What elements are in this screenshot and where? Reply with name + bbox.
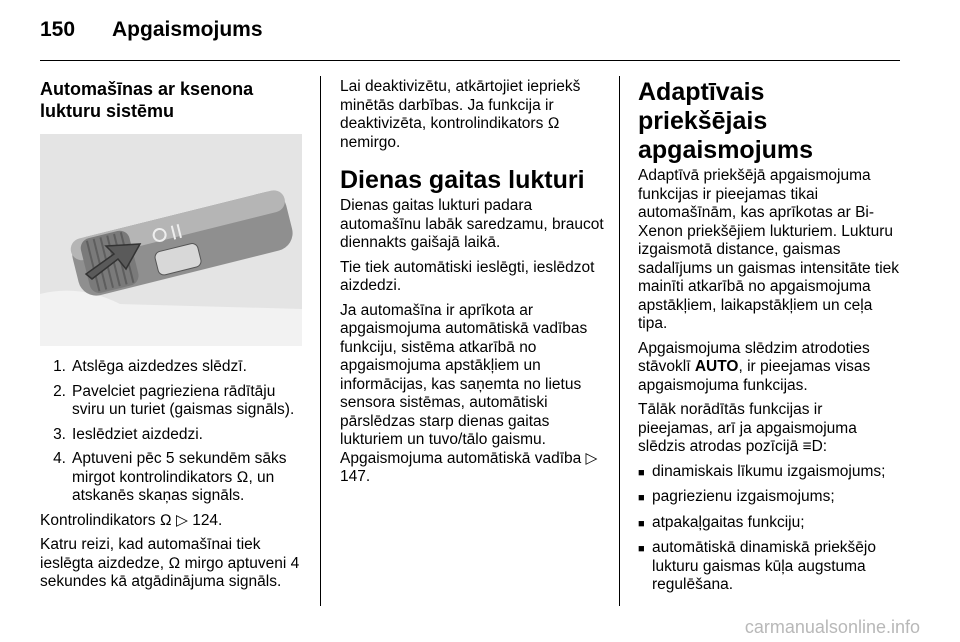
- adaptive-intro-paragraph: Adaptīvā priekšējā apgaismojuma funkcijas ir pieejamas tikai automašīnām, kas aprīkotas ar Bi-Xenon priekšējiem lukturiem. Lukturu izgaismotā distance, gaismas sadalījums un gaismas intensitāte tiek mainīti atkarībā no apgaismojuma apstākļiem, laikapstākļiem un ceļa tipa.: [638, 167, 900, 332]
- deactivate-paragraph: Lai deaktivizētu, atkārtojiet iepriekš minētās darbības. Ja funkcija ir deaktivizēta, kontrolindikators Ω nemirgo.: [340, 78, 581, 151]
- section-heading-xenon: Automašīnas ar ksenona lukturu sistēmu: [40, 79, 254, 121]
- column-2: [340, 78, 605, 493]
- auto-position-paragraph: Apgaismojuma slēdzim atrodoties stāvoklī AUTO, ir pieejamas visas apgaismojuma funkcijas.: [638, 339, 871, 394]
- drl-auto-paragraph: Tie tiek automātiski ieslēgti, ieslēdzot aizdedzi.: [340, 258, 595, 294]
- column-divider-1: [320, 76, 321, 606]
- stalk-illustration: [40, 134, 302, 346]
- indicator-reference: Kontrolindikators Ω ▷ 124.: [40, 511, 223, 529]
- list-item: 1. Atslēga aizdedzes slēdzī.: [53, 358, 247, 375]
- header-rule: [40, 60, 900, 61]
- steps-list: [40, 358, 305, 506]
- turn-signal-lever-image: [40, 134, 302, 346]
- list-item: 2. Pavelciet pagrieziena rādītāju sviru un turiet (gaismas signāls).: [53, 382, 295, 418]
- functions-intro-paragraph: Tālāk norādītās funkcijas ir pieejamas, arī ja apgaismojuma slēdzis atrodas pozīcijā ≡D:: [638, 401, 857, 455]
- page-number: 150: [40, 18, 76, 41]
- section-heading-adaptive-lighting: Adaptīvais priekšējais apgaismojums: [638, 78, 814, 164]
- section-heading-daytime-lights: Dienas gaitas lukturi: [340, 166, 585, 194]
- list-item: ■ atpakaļgaitas funkciju;: [638, 513, 805, 531]
- drl-auto-control-paragraph: Ja automašīna ir aprīkota ar apgaismojuma automātiskā vadības funkciju, sistēma atkarībā no apgaismojuma apstākļiem un informācijas, kas saņemta no lietus sensora sistēmas, automātiski pārslēdzas starp dienas gaitas lukturiem un tuvo/tālo gaismu. Apgaismojuma automātiskā vadība ▷ 147.: [340, 301, 598, 485]
- list-item: ■ automātiskā dinamiskā priekšējo lukturu gaismas kūļa augstuma regulēšana.: [638, 539, 876, 593]
- drl-intro-paragraph: Dienas gaitas lukturi padara automašīnu labāk saredzamu, braucot diennakts gaišajā laikā.: [340, 197, 604, 251]
- list-item: ■ pagriezienu izgaismojums;: [638, 488, 835, 505]
- page-title: Apgaismojums: [112, 18, 263, 41]
- list-item: 3. Ieslēdziet aizdedzi.: [53, 425, 203, 443]
- reminder-paragraph: Katru reizi, kad automašīnai tiek ieslēgta aizdedze, Ω mirgo aptuveni 4 sekundes kā atgādinājuma signāls.: [40, 536, 300, 590]
- list-item: 4. Aptuveni pēc 5 sekundēm sāks mirgot kontrolindikators Ω, un atskanēs skaņas signāls.: [53, 450, 287, 504]
- column-1: [40, 78, 305, 598]
- watermark: carmanualsonline.info: [744, 617, 920, 637]
- page-header: [40, 18, 263, 42]
- column-3: [638, 78, 900, 601]
- functions-list: [638, 463, 900, 595]
- list-item: ■ dinamiskais līkumu izgaismojums;: [638, 462, 886, 480]
- column-divider-2: [619, 76, 620, 606]
